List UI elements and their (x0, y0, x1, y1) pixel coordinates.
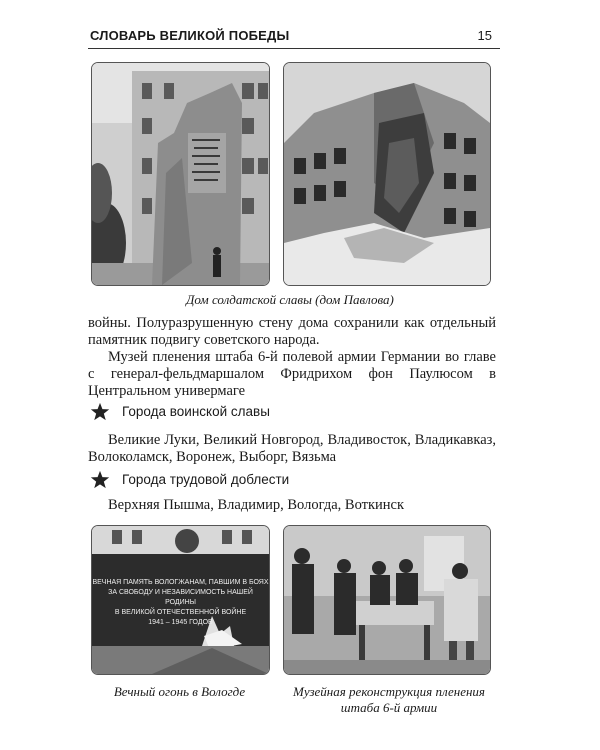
section-body-military-glory: Великие Луки, Великий Новгород, Владивосток, Владикавказ, Волоколамск, Воронеж, Выборг, Вязьма (88, 432, 496, 465)
memorial-inscription (92, 578, 269, 628)
section-heading-label: Города воинской славы (122, 404, 270, 419)
bottom-left-caption: Вечный огонь в Вологде (113, 684, 246, 699)
section-heading-military-glory (90, 402, 490, 424)
star-icon (90, 470, 110, 490)
paragraph-museum: Музей пленения штаба 6-й полевой армии Германии во главе с генерал-фельдмаршалом Фридрихом фон Паулюсом в Центральном универмаге (88, 349, 496, 399)
memorial-line: В ВЕЛИКОЙ ОТЕЧЕСТВЕННОЙ ВОЙНЕ (114, 609, 247, 616)
bottom-right-caption: Музейная реконструкция пленения штаба 6-й армии (293, 684, 485, 715)
paragraph-continued: войны. Полуразрушенную стену дома сохранили как отдельный памятник подвигу советского народа. (88, 315, 496, 348)
page-number: 15 (477, 28, 492, 43)
monument-photo (91, 62, 270, 286)
eternal-flame-photo (91, 525, 270, 675)
star-icon (90, 402, 110, 422)
running-header (88, 26, 500, 49)
top-figure-caption: Дом солдатской славы (дом Павлова) (186, 292, 394, 307)
memorial-line: ВЕЧНАЯ ПАМЯТЬ ВОЛОГЖАНАМ, ПАВШИМ В БОЯХ (92, 579, 269, 586)
section-heading-label: Города трудовой доблести (122, 472, 290, 487)
ruined-house-photo (283, 62, 491, 286)
section-heading-labor-valor (90, 470, 490, 492)
memorial-line: ЗА СВОБОДУ И НЕЗАВИСИМОСТЬ НАШЕЙ РОДИНЫ (108, 589, 253, 606)
memorial-line: 1941 – 1945 ГОДОВ (148, 619, 213, 626)
museum-reconstruction-photo (283, 525, 491, 675)
section-body-labor-valor: Верхняя Пышма, Владимир, Вологда, Воткинск (108, 497, 405, 513)
running-title: СЛОВАРЬ ВЕЛИКОЙ ПОБЕДЫ (90, 28, 290, 43)
